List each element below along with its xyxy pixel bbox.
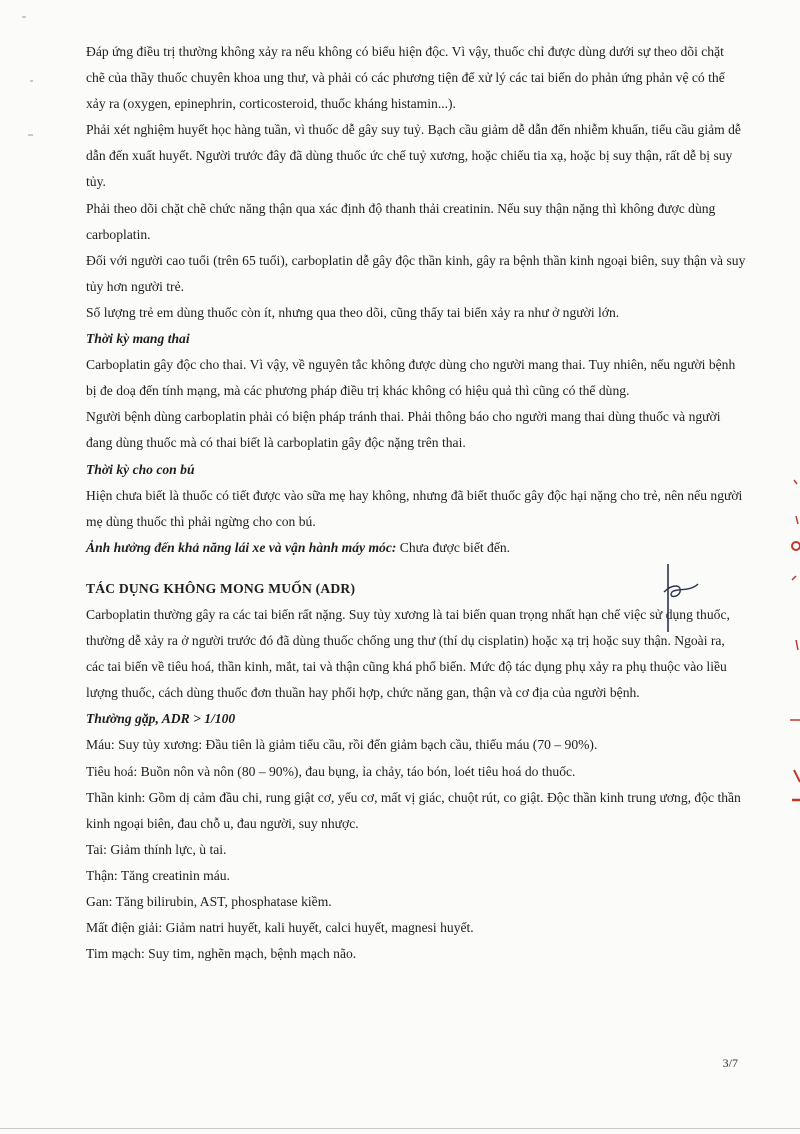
body-paragraph: Carboplatin thường gây ra các tai biến rất nặng. Suy tủy xương là tai biến quan trọng nhất hạn chế việc sử dụng thuốc, thường dễ xảy ra ở người trước đó đã dùng thuốc chống ung thư (thí dụ cisplatin) hoặc xạ trị hoặc suy thận. Ngoài ra, các tai biến về tiêu hoá, thần kinh, mắt, tai và thận cũng khá phổ biến. Mức độ tác dụng phụ xảy ra phụ thuộc vào liều lượng thuốc, cách dùng thuốc đơn thuần hay phối hợp, chức năng gan, thận và cơ địa của người bệnh. [86,606,730,701]
page-number: 3/7 [722,1056,738,1070]
body-paragraph: Phải theo dõi chặt chẽ chức năng thận qua xác định độ thanh thải creatinin. Nếu suy thận nặng thì không được dùng carboplatin. [86,200,716,242]
body-paragraph: Máu: Suy tủy xương: Đầu tiên là giảm tiểu cầu, rồi đến giảm bạch cầu, thiếu máu (70 – 90%). [86,737,598,753]
body-paragraph: Gan: Tăng bilirubin, AST, phosphatase kiềm. [86,894,332,909]
scan-edge-line [0,1128,800,1129]
subsection-heading: Thường gặp, ADR > 1/100 [86,711,236,727]
scan-speck [30,80,33,82]
scan-speck [28,134,33,136]
body-paragraph: Thần kinh: Gồm dị cảm đầu chi, rung giật cơ, yếu cơ, mất vị giác, chuột rút, co giật. Độc thần kinh trung ương, độc thần kinh ngoại biên, đau chỗ u, đau người, suy nhược. [86,789,741,831]
body-paragraph: Đối với người cao tuổi (trên 65 tuổi), carboplatin dễ gây độc thần kinh, gây ra bệnh thần kinh ngoại biên, suy thận và suy tủy hơn người trẻ. [86,252,746,294]
subsection-heading: Thời kỳ cho con bú [86,461,195,477]
body-paragraph: Carboplatin gây độc cho thai. Vì vậy, về nguyên tắc không được dùng cho người mang thai. Tuy nhiên, nếu người bệnh bị đe doạ đến tính mạng, mà các phương pháp điều trị khác không có hiệu quả thì cũng có thể dùng. [86,357,736,399]
body-paragraph: Người bệnh dùng carboplatin phải có biện pháp tránh thai. Phải thông báo cho người mang thai dùng thuốc và người đang dùng thuốc mà có thai biết là carboplatin gây độc nặng trên thai. [86,409,721,451]
body-paragraph: Phải xét nghiệm huyết học hàng tuần, vì thuốc dễ gây suy tuỷ. Bạch cầu giảm dễ dẫn đến nhiễm khuẩn, tiểu cầu giảm dễ dẫn đến xuất huyết. Người trước đây đã dùng thuốc ức chế tuỷ xương, hoặc chiếu tia xạ, hoặc bị suy thận, rất dễ bị suy tủy. [86,122,741,190]
signature-mark [650,562,700,634]
subsection-heading: Thời kỳ mang thai [86,331,190,347]
inline-label: Ảnh hưởng đến khả năng lái xe và vận hành máy móc: [86,539,397,555]
inline-text: Chưa được biết đến. [396,539,511,555]
section-title: TÁC DỤNG KHÔNG MONG MUỐN (ADR) [86,580,356,596]
document-body [86,39,746,967]
body-paragraph: Tai: Giảm thính lực, ù tai. [86,841,227,857]
body-paragraph: Tim mạch: Suy tim, nghẽn mạch, bệnh mạch não. [86,946,357,962]
stamp-edge [780,470,800,810]
body-paragraph: Đáp ứng điều trị thường không xảy ra nếu không có biểu hiện độc. Vì vậy, thuốc chỉ được dùng dưới sự theo dõi chặt chẽ của thầy thuốc chuyên khoa ung thư, và phải có các phương tiện để xử lý các tai biến do phản ứng phản vệ có thể xảy ra (oxygen, epinephrin, corticosteroid, thuốc kháng histamin...). [86,44,725,112]
body-paragraph: Số lượng trẻ em dùng thuốc còn ít, nhưng qua theo dõi, cũng thấy tai biến xảy ra như ở người lớn. [86,304,620,320]
body-paragraph: Thận: Tăng creatinin máu. [86,867,230,883]
body-paragraph: Hiện chưa biết là thuốc có tiết được vào sữa mẹ hay không, nhưng đã biết thuốc gây độc hại nặng cho trẻ, nên nếu người mẹ dùng thuốc thì phải ngừng cho con bú. [86,487,743,529]
inline-labeled-paragraph [86,535,746,561]
body-paragraph: Tiêu hoá: Buồn nôn và nôn (80 – 90%), đau bụng, ỉa chảy, táo bón, loét tiêu hoá do thuốc. [86,763,576,779]
scan-speck [22,16,26,18]
body-paragraph: Mất điện giải: Giảm natri huyết, kali huyết, calci huyết, magnesi huyết. [86,920,474,936]
